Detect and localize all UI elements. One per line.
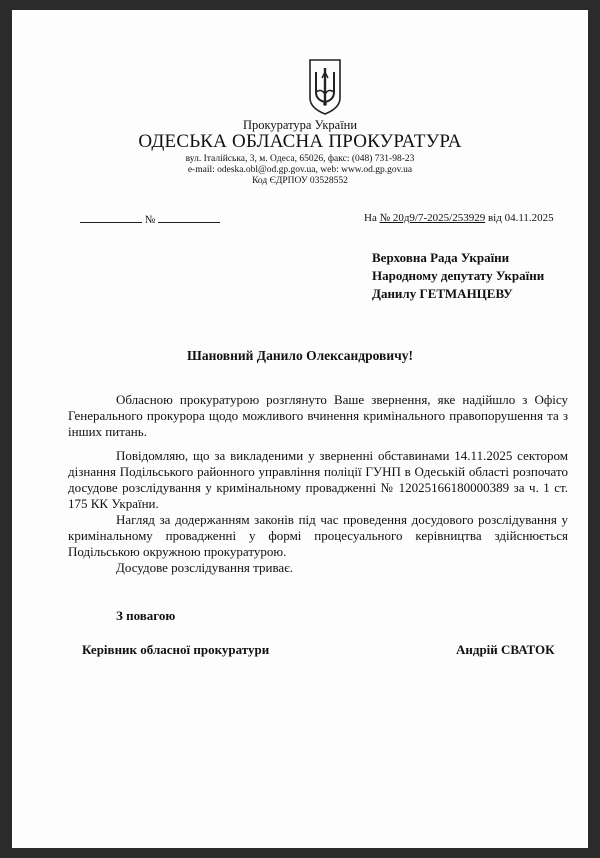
- signatory-name: Андрій СВАТОК: [456, 642, 555, 657]
- addressee-line-2: Народному депутату України: [372, 268, 545, 283]
- body-paragraph-3: Нагляд за додержанням законів під час проведення досудового розслідування у кримінальному провадженні у формі процесуального керівництва здійснюється Подільською окружною прокуратурою.: [68, 512, 568, 559]
- contact-address: вул. Італійська, 3, м. Одеса, 65026, факс: (048) 731-98-23: [185, 154, 415, 164]
- contact-edrpou: Код ЄДРПОУ 03528552: [252, 176, 348, 186]
- salutation: Шановний Данило Олександровичу!: [187, 348, 413, 363]
- closing-regards: З повагою: [116, 608, 176, 623]
- letter-page: [12, 10, 588, 848]
- outgoing-date-blank: [158, 212, 220, 223]
- body-paragraph-2: Повідомляю, що за викладеними у зверненні обставинами 14.11.2025 сектором дізнання Подільського районного управління поліції ГУНП в Одеській області розпочато досудове розслідування у кримінальному провадженні № 12025166180000389 за ч. 1 ст. 175 КК України.: [68, 448, 568, 511]
- signatory-title: Керівник обласної прокуратури: [82, 642, 270, 657]
- org-parent: Прокуратура України: [242, 118, 358, 132]
- number-sign: №: [144, 214, 156, 226]
- contact-email-web: e-mail: odeska.obl@od.gp.gov.ua, web: www.od.gp.gov.ua: [187, 165, 413, 175]
- body-paragraph-4: Досудове розслідування триває.: [116, 560, 294, 575]
- body-paragraph-1: Обласною прокуратурою розглянуто Ваше звернення, яке надійшло з Офісу Генерального прокурора щодо можливого вчинення кримінального правопорушення та з інших питань.: [68, 392, 568, 439]
- date-prefix: від: [487, 212, 502, 224]
- outgoing-registration: [80, 212, 220, 226]
- org-name: ОДЕСЬКА ОБЛАСНА ПРОКУРАТУРА: [138, 131, 462, 152]
- addressee-line-3: Данилу ГЕТМАНЦЕВУ: [372, 286, 513, 301]
- trident-coat-of-arms-icon: [308, 58, 342, 116]
- incoming-reference: [364, 212, 554, 224]
- addressee-line-1: Верховна Рада України: [372, 250, 510, 265]
- outgoing-number-blank: [80, 212, 142, 223]
- reply-date: 04.11.2025: [504, 212, 554, 224]
- reply-prefix: На: [364, 212, 377, 224]
- reply-number: № 20д9/7-2025/253929: [379, 212, 486, 224]
